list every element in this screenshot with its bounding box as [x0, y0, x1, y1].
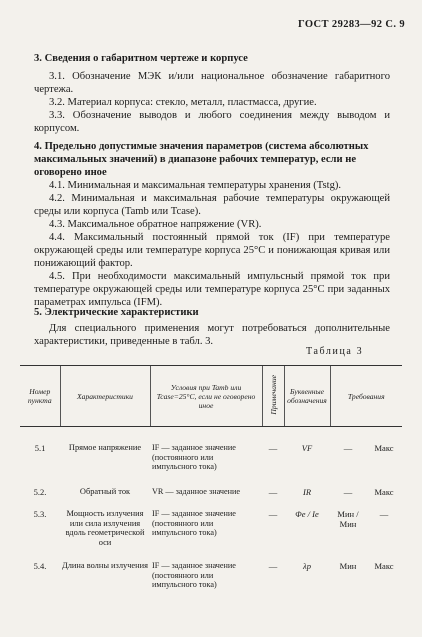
table-row: [20, 561, 402, 605]
header-requirements: Требования: [330, 366, 402, 427]
cell-max: Макс: [374, 487, 394, 497]
para-3-3: 3.3. Обозначение выводов и любого соединения между выводом и корпусом.: [34, 110, 390, 135]
table-spacer: [20, 427, 402, 444]
cell-note: —: [268, 509, 278, 519]
cell-characteristic: Мощность излучения или сила излучения вдоль геометрической оси: [65, 509, 145, 547]
cell-conditions: IF — заданное значение (постоянного или импульсного тока): [152, 443, 236, 472]
para-5-intro: Для специального применения могут потребоваться дополнительные характеристики, приведенные в табл. 3.: [34, 323, 390, 348]
cell-min: Мин / Мин: [337, 509, 359, 529]
header-note: Примечание: [268, 375, 278, 415]
para-4-1: 4.1. Минимальная и максимальная температуры хранения (Tstg).: [49, 180, 342, 191]
cell-number: 5.2.: [33, 487, 47, 497]
table-row: [20, 509, 402, 561]
page-header: ГОСТ 29283—92 С. 9: [298, 19, 406, 30]
cell-characteristic: Прямое напряжение: [68, 443, 142, 452]
header-symbol: Буквенные обозначения: [284, 366, 330, 427]
para-4-4: 4.4. Максимальный постоянный прямой ток (IF) при температуре окружающей среды или температуре корпуса 25°С и понижающая кривая или понижающий фактор.: [34, 232, 390, 270]
section-5-title: 5. Электрические характеристики: [34, 307, 199, 318]
section-4-title: 4. Предельно допустимые значения параметров (система абсолютных максимальных значений) в диапазоне рабочих температур, если не оговорено иное: [34, 141, 369, 179]
cell-symbol: IR: [302, 487, 312, 497]
cell-symbol: VF: [301, 443, 313, 453]
cell-min: —: [343, 443, 353, 453]
cell-symbol: λp: [303, 561, 311, 571]
header-characteristic: Характеристики: [60, 366, 150, 427]
cell-min: Мин: [339, 561, 357, 571]
para-4-3: 4.3. Максимальное обратное напряжение (VR).: [49, 219, 262, 230]
cell-note: —: [268, 561, 278, 571]
para-3-2: 3.2. Материал корпуса: стекло, металл, пластмасса, другие.: [49, 97, 317, 108]
para-4-2: 4.2. Минимальная и максимальная рабочие температуры окружающей среды или корпуса (Tamb или Tcase).: [34, 193, 390, 218]
cell-conditions: IF — заданное значение (постоянного или импульсного тока): [152, 561, 236, 590]
header-note-cell: [262, 366, 284, 427]
cell-max: Макс: [374, 561, 394, 571]
cell-note: —: [268, 487, 278, 497]
cell-max: Макс: [374, 443, 394, 453]
cell-max: —: [379, 509, 389, 519]
table-caption: Таблица 3: [306, 346, 364, 357]
header-number: Номер пункта: [20, 366, 60, 427]
para-4-5: 4.5. При необходимости максимальный импульсный прямой ток при температуре окружающей среды или температуре корпуса 25°С при заданных параметрах импульса (IFM).: [34, 271, 390, 309]
characteristics-table: [20, 365, 402, 605]
cell-number: 5.4.: [33, 561, 47, 571]
table-header-row: [20, 366, 402, 427]
cell-conditions: VR — заданное значение: [152, 487, 241, 496]
cell-characteristic: Обратный ток: [79, 487, 131, 496]
cell-number: 5.3.: [33, 509, 47, 519]
table-row: [20, 443, 402, 487]
table-row: [20, 487, 402, 509]
cell-note: —: [268, 443, 278, 453]
cell-min: —: [343, 487, 353, 497]
section-3-title: 3. Сведения о габаритном чертеже и корпусе: [34, 53, 248, 64]
para-3-1: 3.1. Обозначение МЭК и/или национальное обозначение габаритного чертежа.: [34, 71, 390, 96]
cell-characteristic: Длина волны излучения: [62, 561, 148, 570]
cell-conditions: IF — заданное значение (постоянного или импульсного тока): [152, 509, 236, 538]
cell-symbol: Φe / Ie: [295, 509, 319, 519]
cell-number: 5.1: [34, 443, 46, 453]
header-conditions: Условия при Tamb или Tcase=25°С, если не оговорено иное: [150, 366, 262, 427]
